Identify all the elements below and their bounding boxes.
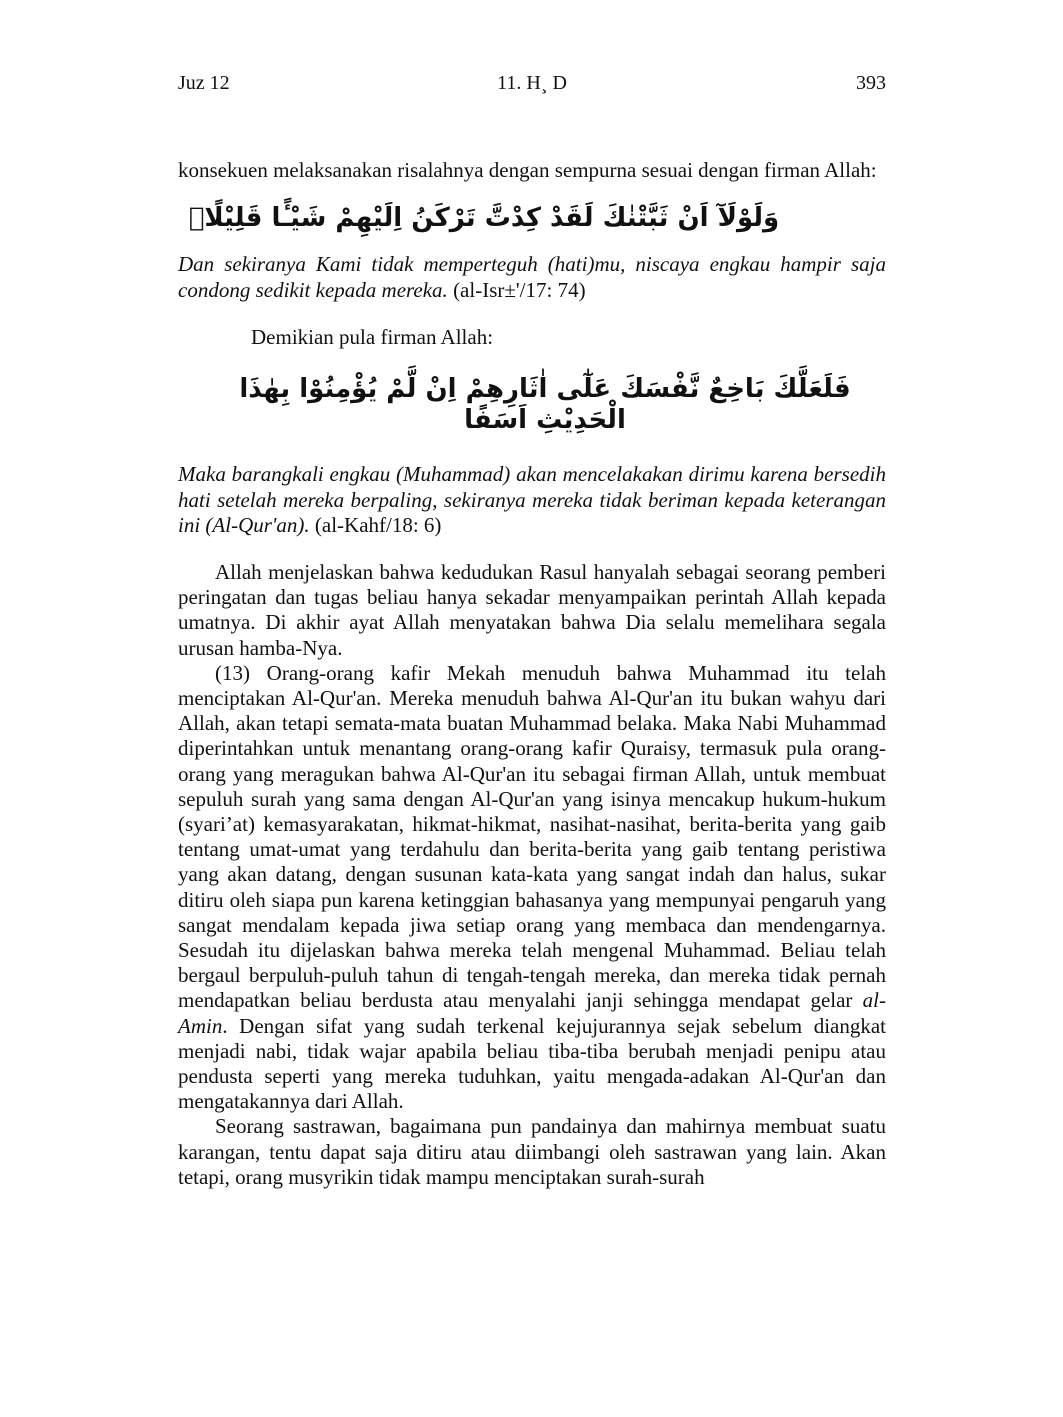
paragraph-2 [178,661,886,1115]
surah-title: 11. H¸ D [497,72,567,94]
paragraph-2-part-b: . Dengan sifat yang sudah terkenal kejujurannya sejak sebelum diangkat menjadi nabi, tidak wajar apabila beliau tiba-tiba berubah menjadi penipu atau pendusta seperti yang mereka tuduhkan, yaitu mengada-adakan Al-Qur'an dan mengatakannya dari Allah. [178,1013,886,1114]
juz-label: Juz 12 [178,72,230,94]
translation-2-text: Maka barangkali engkau (Muhammad) akan mencelakakan dirimu karena bersedih hati setelah mereka berpaling, sekiranya mereka tidak beriman kepada keterangan ini (Al-Qur'an). [178,462,886,537]
arabic-verse-1: وَلَوْلَآ اَنْ ثَبَّتْنٰكَ لَقَدْ كِدْتَّ تَرْكَنُ اِلَيْهِمْ شَيْـًٔا قَلِيْلًاۙ [188,203,780,234]
verse-reference-2: (al-Kahf/18: 6) [309,512,442,537]
page-number: 393 [856,72,886,94]
verse-reference-1: (al-Isr±'/17: 74) [447,277,586,302]
translation-1-text: Dan sekiranya Kami tidak memperteguh (hati)mu, niscaya engkau hampir saja condong sedikit kepada mereka. [178,252,886,302]
paragraph-3: Seorang sastrawan, bagaimana pun pandainya dan mahirnya membuat suatu karangan, tentu dapat saja ditiru atau diimbangi oleh sastrawan yang lain. Akan tetapi, orang musyrikin tidak mampu menciptakan surah-surah [178,1114,886,1189]
translation-1 [178,252,886,302]
paragraph-2-part-a: (13) Orang-orang kafir Mekah menuduh bahwa Muhammad itu telah menciptakan Al-Qur'an. Mereka menuduh bahwa Al-Qur'an itu bukan wahyu dari Allah, akan tetapi semata-mata buatan Muhammad belaka. Maka Nabi Muhammad diperintahkan untuk menantang orang-orang kafir Quraisy, termasuk pula orang-orang yang meragukan bahwa Al-Qur'an itu sebagai firman Allah, untuk membuat sepuluh surah yang sama dengan Al-Qur'an yang isinya mencakup hukum-hukum (syari’at) kemasyarakatan, hikmat-hikmat, nasihat-nasihat, berita-berita yang gaib tentang umat-umat yang terdahulu dan berita-berita yang gaib tentang peristiwa yang akan datang, dengan susunan kata-kata yang sangat indah dan halus, sukar ditiru oleh siapa pun karena ketinggian bahasanya yang mempunyai pengaruh yang sangat mendalam kepada jiwa setiap orang yang membaca dan mendengarnya. Sesudah itu dijelaskan bahwa mereka telah mengenal Muhammad. Beliau telah bergaul berpuluh-puluh tahun di tengah-tengah mereka, dan mereka tidak pernah mendapatkan beliau berdusta atau menyalahi janji sehingga mendapat gelar [178,660,886,1013]
intro-paragraph: konsekuen melaksanakan risalahnya dengan sempurna sesuai dengan firman Allah: [178,158,877,182]
lead-in-2: Demikian pula firman Allah: [251,324,494,349]
translation-2 [178,462,886,538]
running-header [178,72,886,104]
page-body [178,158,886,1190]
paragraph-1: Allah menjelaskan bahwa kedudukan Rasul hanyalah sebagai seorang pemberi peringatan dan tugas beliau hanya sekadar menyampaikan perintah Allah kepada umatnya. Di akhir ayat Allah menyatakan bahwa Dia selalu memelihara segala urusan hamba-Nya. [178,559,886,660]
arabic-verse-2: فَلَعَلَّكَ بَاخِعٌ نَّفْسَكَ عَلٰٓى اٰثَارِهِمْ اِنْ لَّمْ يُؤْمِنُوْا بِهٰذَا الْحَدِيْثِ اَسَفًا [239,374,851,436]
title-al-amin: al-Amin [178,988,886,1038]
